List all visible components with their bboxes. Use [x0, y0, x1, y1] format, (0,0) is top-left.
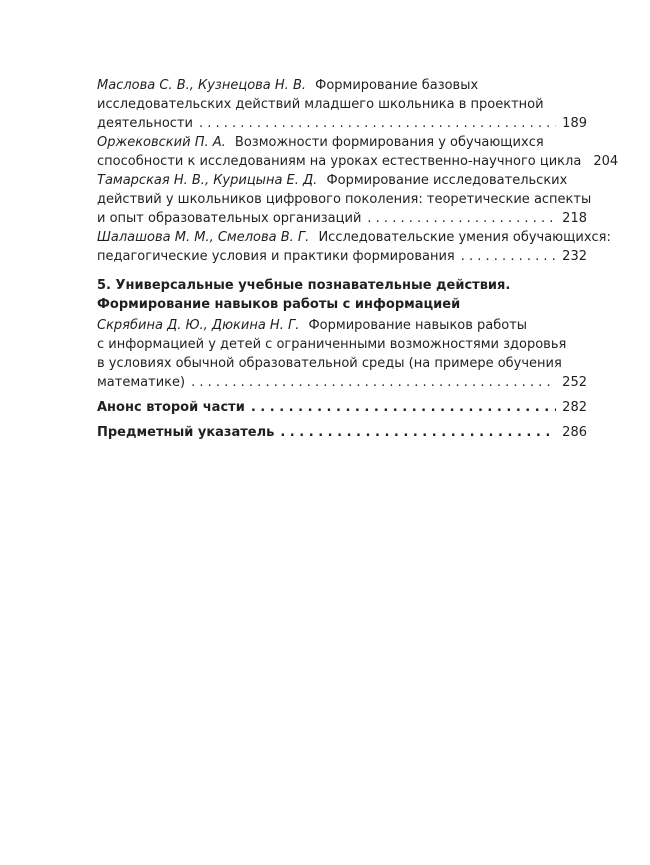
- toc-entry[interactable]: [97, 171, 592, 228]
- toc-entry-subject-index[interactable]: [97, 423, 587, 442]
- entry-authors: Оржековский П. А.: [97, 135, 226, 150]
- page-number: 232: [562, 249, 587, 264]
- table-of-contents: [97, 76, 619, 442]
- entry-authors: Скрябина Д. Ю., Дюкина Н. Г.: [97, 318, 300, 333]
- entry-authors: Шалашова М. М., Смелова В. Г.: [97, 230, 310, 245]
- entry-title: и опыт образовательных организаций: [97, 211, 362, 226]
- section-heading[interactable]: 5. Универсальные учебные познавательные действия. Формирование навыков работы с информацией: [97, 278, 511, 312]
- entry-title: Формирование исследовательских: [326, 173, 568, 188]
- entry-title: действий у школьников цифрового поколения: теоретические аспекты: [97, 192, 592, 207]
- dot-leader: [199, 114, 556, 133]
- page-number: 252: [562, 375, 587, 390]
- dot-leader: [461, 247, 556, 266]
- dot-leader: [280, 423, 556, 442]
- entry-title: деятельности: [97, 116, 193, 131]
- toc-entry[interactable]: [97, 133, 619, 171]
- entry-authors: Маслова С. В., Кузнецова Н. В.: [97, 78, 306, 93]
- page-number: 189: [562, 116, 587, 131]
- entry-authors: Тамарская Н. В., Курицына Е. Д.: [97, 173, 318, 188]
- toc-entry-announcement[interactable]: [97, 398, 587, 417]
- dot-leader: [367, 209, 556, 228]
- entry-title: исследовательских действий младшего школьника в проектной: [97, 97, 544, 112]
- entry-title: способности к исследованиям на уроках естественно-научного цикла: [97, 154, 582, 169]
- toc-entry[interactable]: [97, 76, 587, 133]
- page-number: 204: [593, 154, 619, 169]
- entry-title: Формирование навыков работы: [308, 318, 528, 333]
- entry-title: Возможности формирования у обучающихся: [234, 135, 544, 150]
- entry-title: педагогические условия и практики формирования: [97, 249, 455, 264]
- entry-title: математике): [97, 375, 186, 390]
- entry-title: Предметный указатель: [97, 425, 275, 440]
- entry-title: с информацией у детей с ограниченными возможностями здоровья: [97, 337, 567, 352]
- entry-title: в условиях обычной образовательной среды (на примере обучения: [97, 356, 562, 371]
- page-number: 286: [562, 425, 587, 440]
- dot-leader: [251, 398, 556, 417]
- page-number: 282: [562, 400, 587, 415]
- page-number: 218: [562, 211, 587, 226]
- entry-title: Формирование базовых: [315, 78, 479, 93]
- toc-entry[interactable]: [97, 316, 587, 392]
- dot-leader: [191, 373, 556, 392]
- toc-entry[interactable]: [97, 228, 611, 266]
- entry-title: Исследовательские умения обучающихся:: [318, 230, 611, 245]
- entry-title: Анонс второй части: [97, 400, 245, 415]
